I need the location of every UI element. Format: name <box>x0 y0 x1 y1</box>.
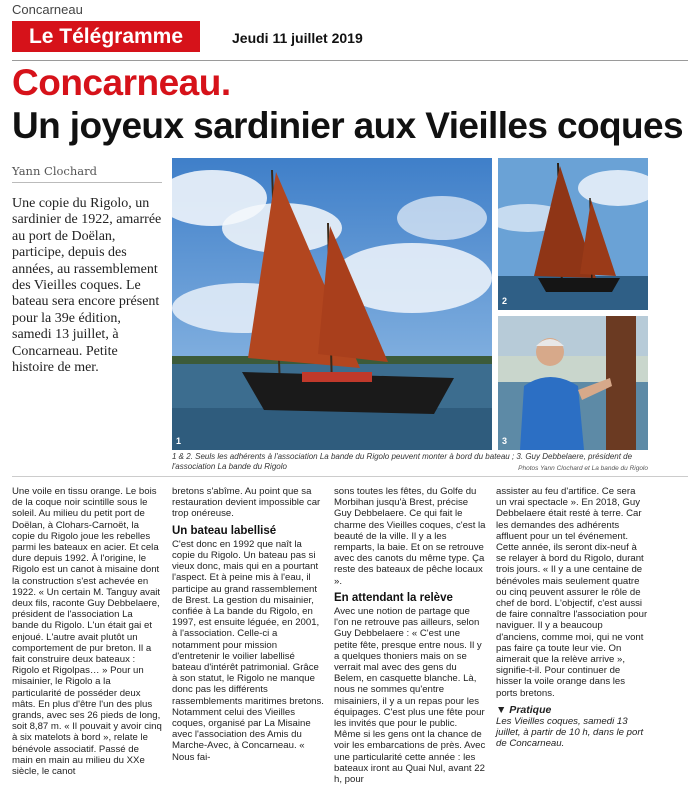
photo-boat-sailing <box>498 158 648 310</box>
author-rule <box>12 182 162 183</box>
pratique-text: Les Vieilles coques, samedi 13 juillet, à partir de 10 h, dans le port de Concarneau. <box>496 716 644 750</box>
article-column-3 <box>334 486 486 785</box>
section-divider <box>12 476 688 477</box>
article-column-1 <box>12 486 162 777</box>
city-label: Concarneau <box>12 2 83 17</box>
article-column-2 <box>172 486 324 763</box>
article-kicker: Concarneau. <box>12 62 231 103</box>
column-3-text: Avec une notion de partage que l'on ne retrouve pas ailleurs, selon Guy Debbelaere : « C'est une petite fête, presque entre nous. Il y a quelques thoniers mais on se verrait mal avec des gens du Belem, en casquette blanche. Là, nous ne sommes qu'entre misainiers, il y a un repas pour les équipages. C'est plus une fête pour les invités que pour le public. Même si les gens ont la chance de voir les embarcations de près. Avec une particularité cette année : les bateaux iront au Quai Nul, avant 22 h, pour <box>334 606 486 785</box>
subheading-releve: En attendant la relève <box>334 591 453 604</box>
article-column-4 <box>496 486 648 750</box>
photo-number-2: 2 <box>502 296 508 306</box>
column-3-intro: sons toutes les fêtes, du Golfe du Morbihan jusqu'à Brest, précise Guy Debbelaere. Ce qui fait le charme des Vieilles coques, c'est la beauté de la ville. Il y a les remparts, la baie. Et on se retrouve avec des canots du même type. Ça reste des bateaux de pêche locaux ». <box>334 486 486 587</box>
photo-number-1: 1 <box>176 436 182 446</box>
pratique-heading: ▼ Pratique <box>496 703 552 716</box>
article-headline: Un joyeux sardinier aux Vieilles coques <box>12 105 683 146</box>
photo-number-3: 3 <box>502 436 508 446</box>
column-4-text: assister au feu d'artifice. Ce sera un vrai spectacle ». En 2018, Guy Debbelaere était resté à terre. Car les demandes des adhérents affluent pour un tel événement. Cette année, ils seront dix-neuf à se relayer à bord du Rigolo, durant trois jours. « Il y a une centaine de bénévoles mais seulement quatre ou cinq peuvent assurer le rôle de chef de bord. L'objectif, c'est aussi de faire connaître l'association pour naviguer. Il y a beaucoup d'anciens, comme moi, qui ne vont pas faire ça toute leur vie. On aimerait que la relève arrive », signifie-t-il. Pour continuer de hisser la voile orange dans les ports bretons. <box>496 486 648 699</box>
photo-boat-main <box>172 158 492 450</box>
column-1-text: Une voile en tissu orange. Le bois de la coque noir scintille sous le soleil. Au milieu du petit port de Doëlan, à Clohars-Carnoët, la copie du Rigolo joue les rebelles parmi les bateaux en acier. Et cela dure depuis 1992. À l'origine, le Rigolo est un canot à misaine dont la construction s'est achevée en 1922. « Un certain M. Tanguy avait deux fils, raconte Guy Debbelaere, président de l'association La bande du Rigolo. L'un était gai et enjoué. L'autre avait plutôt un comportement de pur breton. Il a fait construire deux bateaux : Rigolo et Rigolpas… » Pour un misainier, le Rigolo a la particularité de posséder deux mâts. En plus d'être l'un des plus grands, avec ses 26 pieds de long, soit 8,87 m. « Il pouvait y avoir cinq à six matelots à bord », relate le bénévole associatif. Passé de main en main au milieu du XXe siècle, le canot <box>12 486 162 778</box>
article-author: Yann Clochard <box>12 164 97 178</box>
newspaper-logo: Le Télégramme <box>12 21 200 52</box>
publication-date: Jeudi 11 juillet 2019 <box>232 30 363 46</box>
photo-president <box>498 316 648 450</box>
column-2-intro: bretons s'abîme. Au point que sa restauration devient impossible car trop onéreuse. <box>172 486 321 520</box>
header-rule <box>12 60 688 61</box>
article-lead: Une copie du Rigolo, un sardinier de 1922, amarrée au port de Doëlan, participe, depuis des années, au rassemblement des Vieilles coques. Le bateau sera encore présent pour la 39e édition, samedi 13 juillet, à Concarneau. Petite histoire de mer. <box>12 196 162 376</box>
subheading-label: Un bateau labellisé <box>172 524 277 537</box>
photo-credit: Photos Yann Clochard et La bande du Rigolo <box>518 465 648 472</box>
column-2-text: C'est donc en 1992 que naît la copie du Rigolo. Un bateau pas si vieux donc, mais qui en a pourtant l'aspect. Et à peine mis à l'eau, il participe au grand rassemblement de Brest. La gestion du misainier, confiée à La bande du Rigolo, en 1997, est ensuite léguée, en 2001, à l'association. Celle-ci a notamment pour mission d'entretenir le voilier labellisé bateau d'intérêt patrimonial. Grâce à son statut, le Rigolo ne manque donc pas les différents rassemblements maritimes bretons. Notamment celui des Vieilles coques, organisé par La Misaine avec l'association des Amis du Marche-Avec, à Concarneau. « Nous fai- <box>172 538 324 763</box>
photo-caption: 1 & 2. Seuls les adhérents à l'association La bande du Rigolo peuvent monter à bord du bateau ; 3. Guy Debbelaere, président de l'association La bande du Rigolo <box>172 452 633 471</box>
